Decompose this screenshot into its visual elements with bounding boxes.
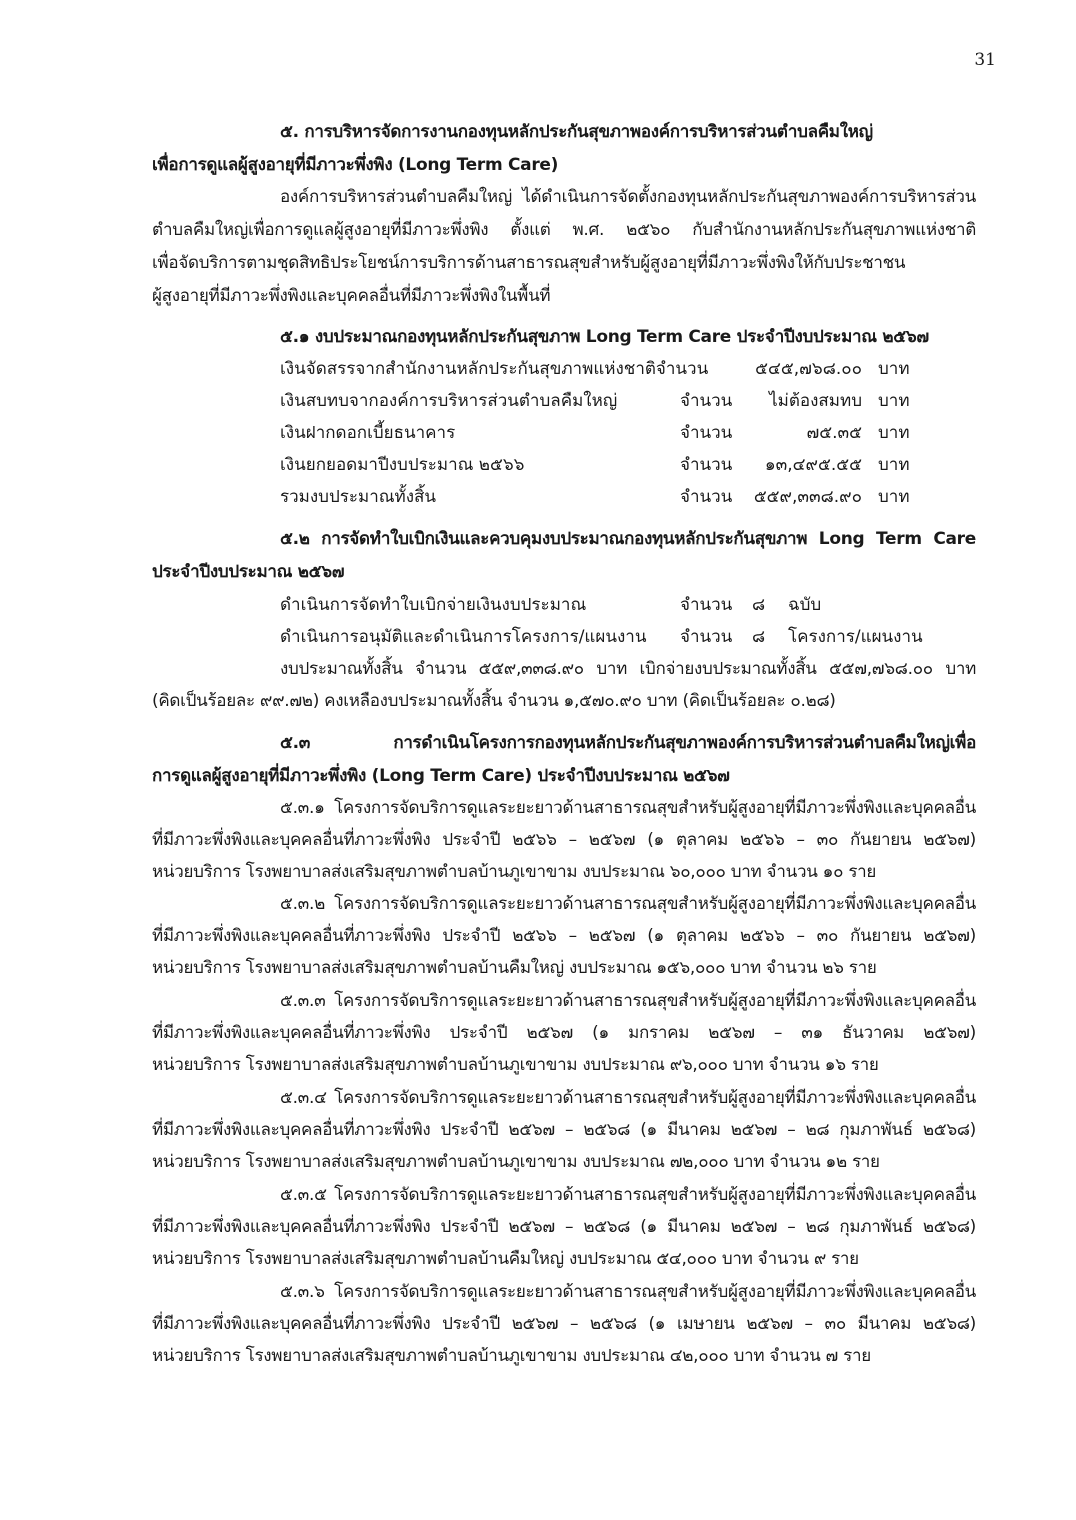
- project-line: หน่วยบริการ โรงพยาบาลส่งเสริมสุขภาพตำบลบ้านภูเขาขาม งบประมาณ ๗๒,๐๐๐ บาท จำนวน ๑๒ ราย: [152, 1152, 880, 1172]
- project-line: ที่มีภาวะพึ่งพิงและบุคคลอื่นที่ภาวะพึ่งพิง ประจำปี ๒๕๖๗ – ๒๕๖๘ (๑ มีนาคม ๒๕๖๗ – ๒๘ กุมภาพันธ์ ๒๕๖๘): [152, 1120, 976, 1140]
- disbursement-row-qty: จำนวน: [680, 627, 733, 647]
- project-line: ที่มีภาวะพึ่งพิงและบุคคลอื่นที่ภาวะพึ่งพิง ประจำปี ๒๕๖๖ – ๒๕๖๗ (๑ ตุลาคม ๒๕๖๖ – ๓๐ กันยายน ๒๕๖๗): [152, 926, 976, 946]
- disbursement-row-label: ดำเนินการจัดทำใบเบิกจ่ายเงินงบประมาณ: [280, 595, 587, 615]
- disbursement-row-unit: ฉบับ: [788, 595, 822, 615]
- budget-row-amount: ไม่ต้องสมทบ: [769, 391, 862, 411]
- budget-row-label: เงินสบทบจากองค์การบริหารส่วนตำบลคืมใหญ่: [280, 391, 618, 411]
- intro-line: ตำบลคืมใหญ่เพื่อการดูแลผู้สูงอายุที่มีภาวะพึ่งพิง ตั้งแต่ พ.ศ. ๒๕๖๐ กับสำนักงานหลักประกันสุขภาพแห่งชาติ: [152, 220, 976, 240]
- project-line: หน่วยบริการ โรงพยาบาลส่งเสริมสุขภาพตำบลบ้านภูเขาขาม งบประมาณ ๖๐,๐๐๐ บาท จำนวน ๑๐ ราย: [152, 862, 877, 882]
- project-line: ๕.๓.๔ โครงการจัดบริการดูแลระยะยาวด้านสาธารณสุขสำหรับผู้สูงอายุที่มีภาวะพึ่งพิงและบุคคลอื่น: [280, 1088, 976, 1108]
- project-line: หน่วยบริการ โรงพยาบาลส่งเสริมสุขภาพตำบลบ้านภูเขาขาม งบประมาณ ๙๖,๐๐๐ บาท จำนวน ๑๖ ราย: [152, 1055, 879, 1075]
- project-line: ที่มีภาวะพึ่งพิงและบุคคลอื่นที่ภาวะพึ่งพิง ประจำปี ๒๕๖๖ – ๒๕๖๗ (๑ ตุลาคม ๒๕๖๖ – ๓๐ กันยายน ๒๕๖๗): [152, 830, 976, 850]
- disbursement-row-count: ๘: [752, 627, 766, 647]
- budget-row-qty: จำนวน: [680, 487, 733, 507]
- budget-row-unit: บาท: [878, 423, 910, 443]
- section-5-3-title-line2: การดูแลผู้สูงอายุที่มีภาวะพึ่งพิง (Long Term Care) ประจำปีงบประมาณ ๒๕๖๗: [152, 766, 730, 786]
- budget-row-amount: ๗๕.๓๕: [806, 423, 862, 443]
- budget-row-qty: จำนวน: [680, 423, 733, 443]
- budget-row-amount: ๕๔๕,๗๖๘.๐๐: [755, 359, 862, 379]
- budget-row-label: เงินยกยอดมาปีงบประมาณ ๒๕๖๖: [280, 455, 525, 475]
- section-5-2-summary-line2: (คิดเป็นร้อยละ ๙๙.๗๒) คงเหลืองบประมาณทั้งสิ้น จำนวน ๑,๕๗๐.๙๐ บาท (คิดเป็นร้อยละ ๐.๒๘): [152, 691, 836, 711]
- disbursement-row-label: ดำเนินการอนุมัติและดำเนินการโครงการ/แผนงาน: [280, 627, 647, 647]
- project-line: หน่วยบริการ โรงพยาบาลส่งเสริมสุขภาพตำบลบ้านคืมใหญ่ งบประมาณ ๕๔,๐๐๐ บาท จำนวน ๙ ราย: [152, 1249, 859, 1269]
- disbursement-row-qty: จำนวน: [680, 595, 733, 615]
- budget-row-label: รวมงบประมาณทั้งสิ้น: [280, 487, 437, 507]
- project-line: ที่มีภาวะพึ่งพิงและบุคคลอื่นที่ภาวะพึ่งพิง ประจำปี ๒๕๖๗ – ๒๕๖๘ (๑ มีนาคม ๒๕๖๗ – ๒๘ กุมภาพันธ์ ๒๕๖๘): [152, 1217, 976, 1237]
- section-5-heading-line2: เพื่อการดูแลผู้สูงอายุที่มีภาวะพึ่งพิง (Long Term Care): [152, 155, 559, 175]
- section-5-2-summary-line1: งบประมาณทั้งสิ้น จำนวน ๕๕๙,๓๓๘.๙๐ บาท เบิกจ่ายงบประมาณทั้งสิ้น ๕๕๗,๗๖๘.๐๐ บาท: [280, 659, 976, 679]
- intro-line: องค์การบริหารส่วนตำบลคืมใหญ่ ได้ดำเนินการจัดตั้งกองทุนหลักประกันสุขภาพองค์การบริหารส่วน: [280, 187, 976, 207]
- project-line: ๕.๓.๕ โครงการจัดบริการดูแลระยะยาวด้านสาธารณสุขสำหรับผู้สูงอายุที่มีภาวะพึ่งพิงและบุคคลอื่น: [280, 1185, 976, 1205]
- page-number: 31: [974, 50, 996, 70]
- project-line: ๕.๓.๓ โครงการจัดบริการดูแลระยะยาวด้านสาธารณสุขสำหรับผู้สูงอายุที่มีภาวะพึ่งพิงและบุคคลอื่น: [280, 991, 976, 1011]
- budget-row-label: เงินจัดสรรจากสำนักงานหลักประกันสุขภาพแห่งชาติจำนวน: [280, 359, 709, 379]
- budget-row-qty: จำนวน: [680, 391, 733, 411]
- section-5-3-title-line1: ๕.๓ การดำเนินโครงการกองทุนหลักประกันสุขภาพองค์การบริหารส่วนตำบลคืมใหญ่เพื่อ: [280, 733, 976, 753]
- section-5-1-title: ๕.๑ งบประมาณกองทุนหลักประกันสุขภาพ Long Term Care ประจำปีงบประมาณ ๒๕๖๗: [280, 327, 929, 347]
- budget-row-label: เงินฝากดอกเบี้ยธนาคาร: [280, 423, 456, 443]
- budget-row-unit: บาท: [878, 359, 910, 379]
- budget-row-unit: บาท: [878, 487, 910, 507]
- project-line: ๕.๓.๑ โครงการจัดบริการดูแลระยะยาวด้านสาธารณสุขสำหรับผู้สูงอายุที่มีภาวะพึ่งพิงและบุคคลอื่น: [280, 798, 976, 818]
- budget-row-qty: จำนวน: [680, 455, 733, 475]
- section-5-2-title-line1: ๕.๒ การจัดทำใบเบิกเงินและควบคุมงบประมาณกองทุนหลักประกันสุขภาพ Long Term Care: [280, 529, 976, 549]
- disbursement-row-count: ๘: [752, 595, 766, 615]
- disbursement-row-unit: โครงการ/แผนงาน: [788, 627, 923, 647]
- intro-line: ผู้สูงอายุที่มีภาวะพึ่งพิงและบุคคลอื่นที่มีภาวะพึ่งพิงในพื้นที่: [152, 286, 551, 306]
- project-line: หน่วยบริการ โรงพยาบาลส่งเสริมสุขภาพตำบลบ้านคืมใหญ่ งบประมาณ ๑๕๖,๐๐๐ บาท จำนวน ๒๖ ราย: [152, 958, 877, 978]
- project-line: ๕.๓.๒ โครงการจัดบริการดูแลระยะยาวด้านสาธารณสุขสำหรับผู้สูงอายุที่มีภาวะพึ่งพิงและบุคคลอื่น: [280, 894, 976, 914]
- project-line: ที่มีภาวะพึ่งพิงและบุคคลอื่นที่ภาวะพึ่งพิง ประจำปี ๒๕๖๗ (๑ มกราคม ๒๕๖๗ – ๓๑ ธันวาคม ๒๕๖๗): [152, 1023, 976, 1043]
- section-5-2-title-line2: ประจำปีงบประมาณ ๒๕๖๗: [152, 562, 345, 582]
- project-line: หน่วยบริการ โรงพยาบาลส่งเสริมสุขภาพตำบลบ้านภูเขาขาม งบประมาณ ๔๒,๐๐๐ บาท จำนวน ๗ ราย: [152, 1346, 871, 1366]
- project-line: ๕.๓.๖ โครงการจัดบริการดูแลระยะยาวด้านสาธารณสุขสำหรับผู้สูงอายุที่มีภาวะพึ่งพิงและบุคคลอื่น: [280, 1282, 976, 1302]
- budget-row-unit: บาท: [878, 455, 910, 475]
- project-line: ที่มีภาวะพึ่งพิงและบุคคลอื่นที่ภาวะพึ่งพิง ประจำปี ๒๕๖๗ – ๒๕๖๘ (๑ เมษายน ๒๕๖๗ – ๓๐ มีนาคม ๒๕๖๘): [152, 1314, 976, 1334]
- budget-row-amount: ๕๕๙,๓๓๘.๙๐: [753, 487, 862, 507]
- section-5-heading-line1: ๕. การบริหารจัดการงานกองทุนหลักประกันสุขภาพองค์การบริหารส่วนตำบลคืมใหญ่: [280, 122, 873, 142]
- budget-row-unit: บาท: [878, 391, 910, 411]
- budget-row-amount: ๑๓,๔๙๕.๕๕: [764, 455, 862, 475]
- intro-line: เพื่อจัดบริการตามชุดสิทธิประโยชน์การบริการด้านสาธารณสุขสำหรับผู้สูงอายุที่มีภาวะพึ่งพิงให้กับประชาชน: [152, 253, 906, 273]
